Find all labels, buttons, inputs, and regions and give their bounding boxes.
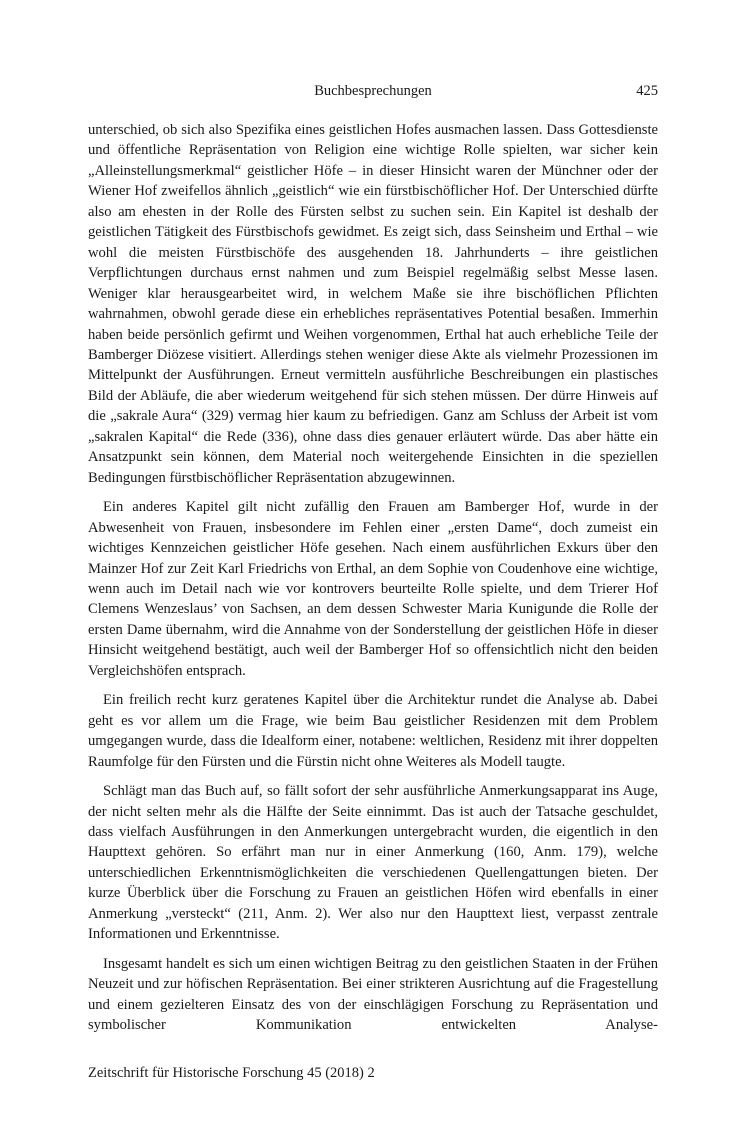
paragraph-2: Ein anderes Kapitel gilt nicht zufällig den Frauen am Bamberger Hof, wurde in der Abwesenheit von Frauen, insbesondere im Fehlen einer „ersten Dame“, doch zumeist ein wichtiges Kennzeichen geistlicher Höfe gesehen. Nach einem ausführlichen Exkurs über den Mainzer Hof zur Zeit Karl Friedrichs von Erthal, an dem Sophie von Coudenhove eine wichtige, wenn auch im Detail nach wie vor kontrovers beurteilte Rolle spielte, und dem Trierer Hof Clemens Wenzeslaus’ von Sachsen, an dem dessen Schwester Maria Kunigunde die Rolle der ersten Dame übernahm, wird die Annahme von der Sonderstellung der geistlichen Höfe in dieser Hinsicht weitgehend bestätigt, auch weil der Bamberger Hof so offensichtlich nicht den beiden Vergleichshöfen entsprach. (88, 499, 658, 679)
paragraph-4: Schlägt man das Buch auf, so fällt sofort der sehr ausführliche Anmerkungsapparat ins Auge, der nicht selten mehr als die Hälfte der Seite einnimmt. Das ist auch der Tatsache geschuldet, dass vielfach Ausführungen in den Anmerkungen untergebracht wurden, die eigentlich in den Haupttext gehören. So erfährt man nur in einer Anmerkung (160, Anm. 179), welche unterschiedlichen Erkenntnismöglichkeiten die verschiedenen Quellengattungen bieten. Der kurze Überblick über die Forschung zu Frauen an geistlichen Höfen wird ebenfalls in einer Anmerkung „versteckt“ (211, Anm. 2). Wer also nur den Haupttext liest, verpasst zentrale Informationen und Erkenntnisse. (88, 783, 658, 943)
paragraph-3: Ein freilich recht kurz geratenes Kapitel über die Architektur rundet die Analyse ab. Dabei geht es vor allem um die Frage, wie beim Bau geistlicher Residenzen mit dem Problem umgegangen wurde, dass die Idealform einer, notabene: weltlichen, Residenz mit ihrer doppelten Raumfolge für den Fürsten und die Fürstin nicht ohne Weiteres als Modell taugte. (88, 692, 658, 770)
page-number: 425 (636, 83, 658, 99)
review-body (88, 120, 658, 1044)
running-title: Buchbesprechungen (314, 83, 432, 99)
paragraph-1: unterschied, ob sich also Spezifika eines geistlichen Hofes ausmachen lassen. Dass Gottesdienste und öffentliche Repräsentation von Religion eine wichtige Rolle spielten, war sicher kein „Alleinstellungsmerkmal“ geistlicher Höfe – in dieser Hinsicht waren der Münchner oder der Wiener Hof zweifellos ähnlich „geistlich“ wie ein fürstbischöflicher Hof. Der Unterschied dürfte also am ehesten in der Rolle des Fürsten selbst zu suchen sein. Ein Kapitel ist deshalb der geistlichen Tätigkeit des Fürstbischofs gewidmet. Es zeigt sich, dass Seinsheim und Erthal – wie wohl die meisten Fürstbischöfe des ausgehenden 18. Jahrhunderts – ihre geistlichen Verpflichtungen durchaus ernst nahmen und zum Beispiel regelmäßig selbst Messe lasen. Weniger klar herausgearbeitet wird, in welchem Maße sie ihre bischöflichen Pflichten wahrnahmen, obwohl gerade diese ein erhebliches repräsentatives Potential besaßen. Immerhin haben beide persönlich gefirmt und Weihen vorgenommen, Erthal hat auch erhebliche Teile der Bamberger Diözese visitiert. Allerdings stehen weniger diese Akte als vielmehr Prozessionen im Mittelpunkt der Ausführungen. Erneut vermitteln ausführliche Beschreibungen ein plastisches Bild der Abläufe, die aber wiederum weitgehend für sich stehen müssen. Der dürre Hinweis auf die „sakrale Aura“ (329) vermag hier kaum zu befriedigen. Ganz am Schluss der Arbeit ist vom „sakralen Kapital“ die Rede (336), ohne dass dies genauer erläutert würde. Das aber hätte ein Ansatzpunkt sein können, dem Material noch weitergehende Einsichten in die speziellen Bedingungen fürstbischöflicher Repräsentation abzugewinnen. (88, 122, 658, 486)
paragraph-5: Insgesamt handelt es sich um einen wichtigen Beitrag zu den geistlichen Staaten in der Frühen Neuzeit und zur höfischen Repräsentation. Bei einer strikteren Ausrichtung auf die Fragestellung und einem gezielteren Einsatz des von der einschlägigen Forschung zu Repräsentation und symbolischer Kommunikation entwickelten Analyse- (88, 955, 658, 1034)
journal-footer: Zeitschrift für Historische Forschung 45 (2018) 2 (88, 1065, 375, 1081)
